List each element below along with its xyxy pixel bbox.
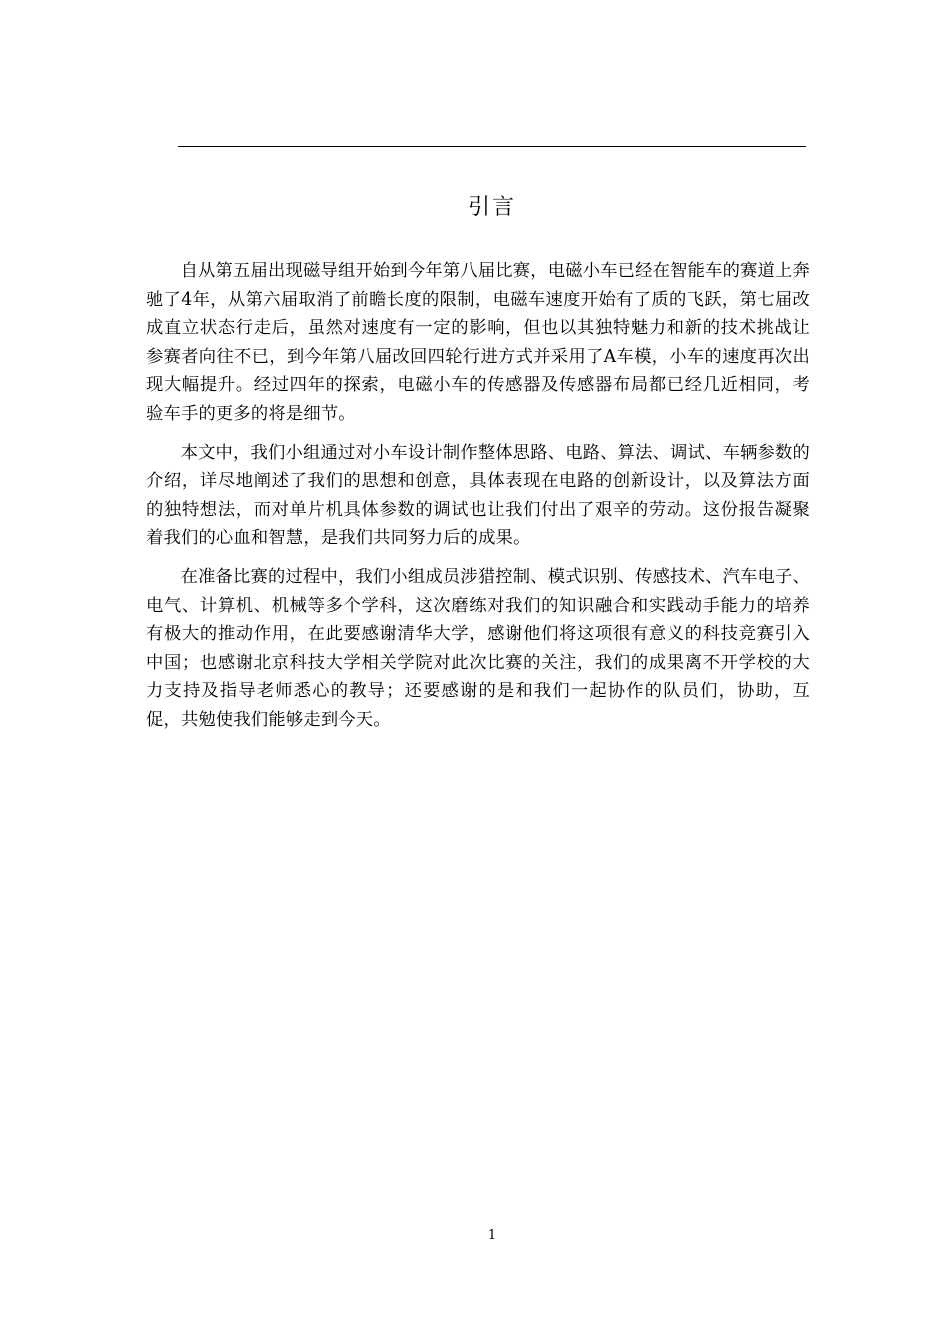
page-title: 引言 xyxy=(467,195,516,220)
paragraph-2: 本文中，我们小组通过对小车设计制作整体思路、电路、算法、调试、车辆参数的介绍，详尽地阐述了我们的思想和创意，具体表现在电路的创新设计，以及算法方面的独特想法，而对单片机具体参数的调试也让我们付出了艰辛的劳动。这份报告凝聚着我们的心血和智慧，是我们共同努力后的成果。 xyxy=(146,442,810,549)
header-rule xyxy=(178,146,806,147)
page-number: 1 xyxy=(487,1228,497,1243)
body-text xyxy=(146,257,810,745)
paragraph-1: 自从第五届出现磁导组开始到今年第八届比赛，电磁小车已经在智能车的赛道上奔驰了4年，从第六届取消了前瞻长度的限制，电磁车速度开始有了质的飞跃，第七届改成直立状态行走后，虽然对速度有一定的影响，但也以其独特魅力和新的技术挑战让参赛者向往不已，到今年第八届改回四轮行进方式并采用了A车模，小车的速度再次出现大幅提升。经过四年的探索，电磁小车的传感器及传感器布局都已经几近相同，考验车手的更多的将是细节。 xyxy=(146,261,810,424)
paragraph-3: 在准备比赛的过程中，我们小组成员涉猎控制、模式识别、传感技术、汽车电子、电气、计算机、机械等多个学科，这次磨练对我们的知识融合和实践动手能力的培养有极大的推动作用，在此要感谢清华大学，感谢他们将这项很有意义的科技竞赛引入中国；也感谢北京科技大学相关学院对此次比赛的关注，我们的成果离不开学校的大力支持及指导老师悉心的教导；还要感谢的是和我们一起协作的队员们，协助，互促，共勉使我们能够走到今天。 xyxy=(146,566,810,730)
